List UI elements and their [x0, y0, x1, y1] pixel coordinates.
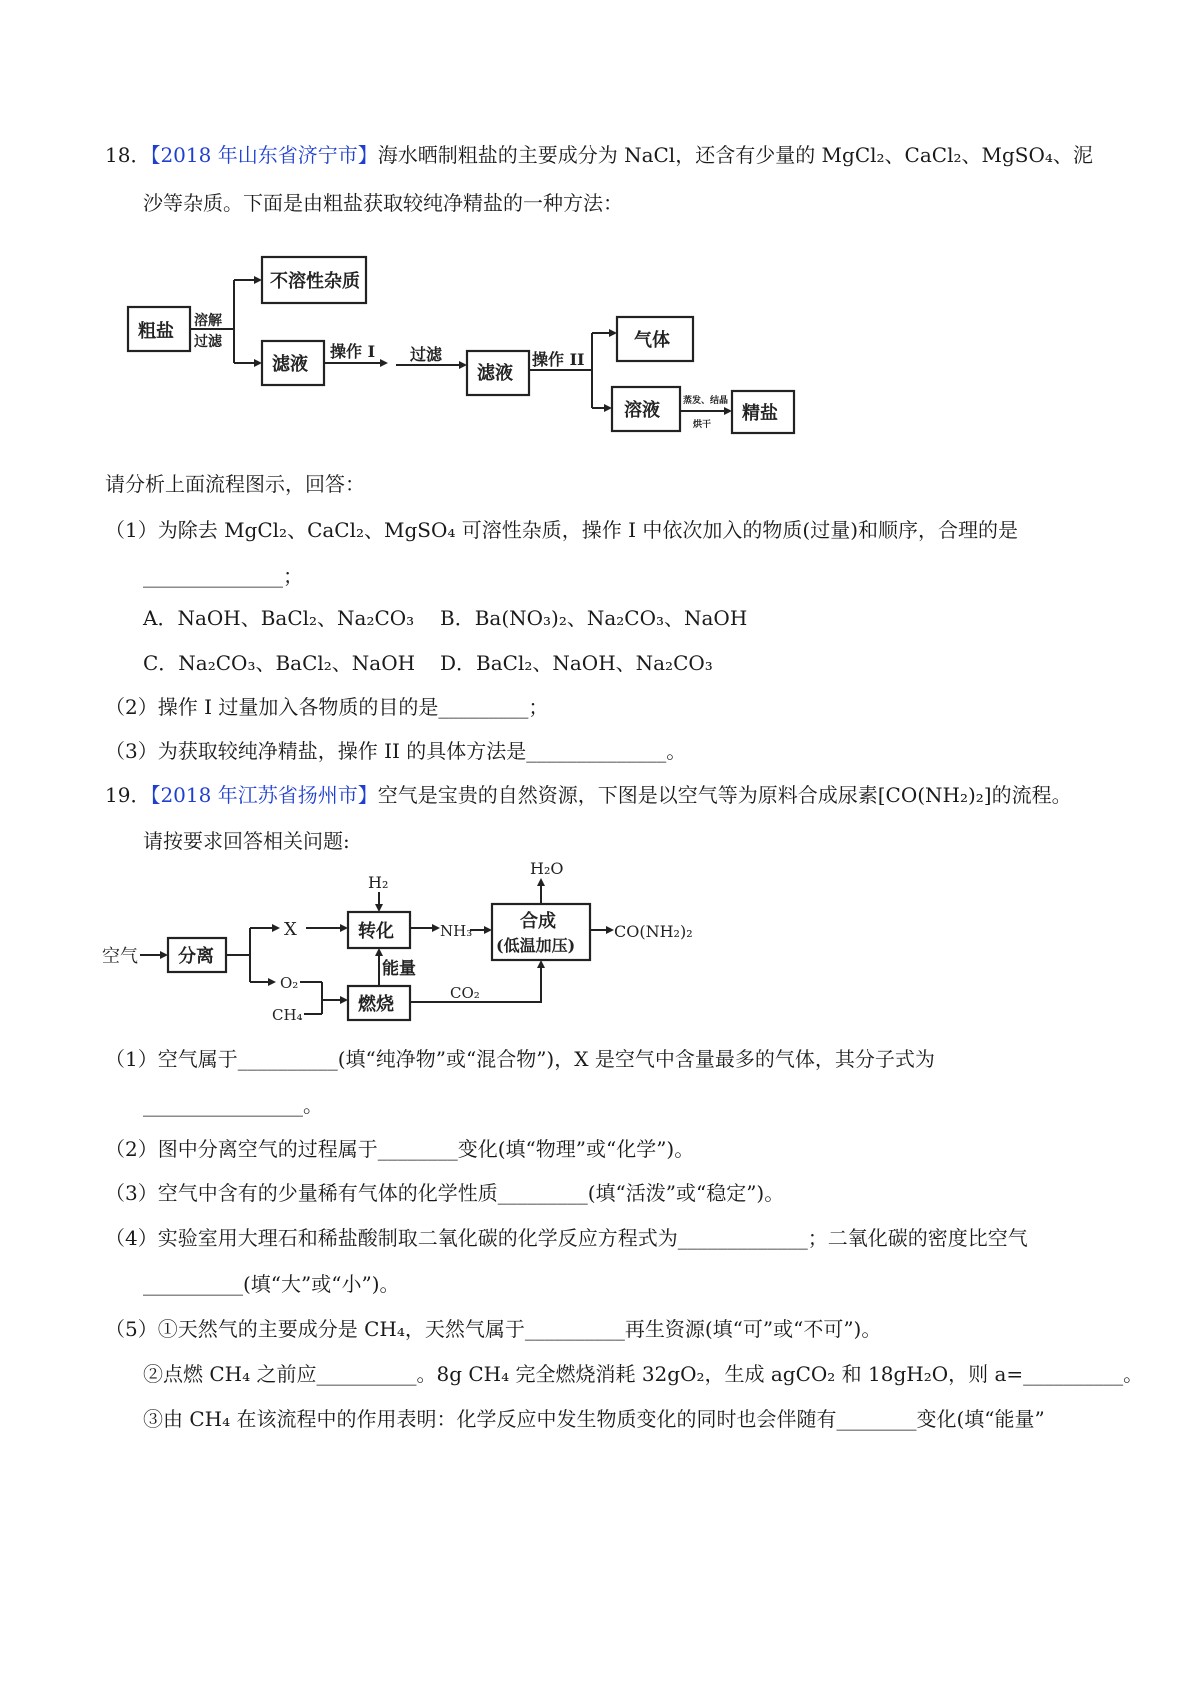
filter1-label: 过滤	[194, 334, 222, 350]
q19-part1-a: （1）空气属于__________(填“纯净物”或“混合物”)，X 是空气中含量最多的气体，其分子式为	[105, 1047, 935, 1071]
q18-stem-2: 沙等杂质。下面是由粗盐获取较纯净精盐的一种方法：	[143, 191, 623, 215]
q18-part1-b: ______________；	[143, 564, 303, 588]
urea-label: CO(NH₂)₂	[614, 922, 693, 941]
gas-label: 气体	[634, 330, 670, 351]
q18-line1	[105, 141, 1093, 169]
q19-source: 【2018 年江苏省扬州市】	[150, 783, 378, 807]
q18-flowchart	[120, 245, 810, 445]
q18-option-a: A．NaOH、BaCl₂、Na₂CO₃	[143, 606, 415, 630]
q19-part5-a: （5）①天然气的主要成分是 CH₄，天然气属于__________再生资源(填“可”或“不可”)。	[105, 1317, 882, 1341]
q19-part3: （3）空气中含有的少量稀有气体的化学性质_________(填“活泼”或“稳定”)。	[105, 1181, 785, 1205]
synth-cond-label: (低温加压)	[496, 936, 576, 955]
q19-part5-b: ②点燃 CH₄ 之前应__________。8g CH₄ 完全燃烧消耗 32gO₂，生成 agCO₂ 和 18gH₂O，则 a=__________。	[143, 1362, 1144, 1386]
dry-label: 烘干	[693, 420, 712, 430]
separate-label: 分离	[178, 946, 214, 967]
q18-part1-a: （1）为除去 MgCl₂、CaCl₂、MgSO₄ 可溶性杂质，操作 I 中依次加入的物质(过量)和顺序，合理的是	[105, 518, 1018, 542]
fine-salt-label: 精盐	[742, 403, 778, 424]
co2-label: CO₂	[450, 984, 480, 1002]
q19-line1	[105, 781, 1072, 809]
h2o-label: H₂O	[530, 860, 564, 878]
filtrate1-label: 滤液	[272, 354, 308, 375]
q19-number: 19．	[105, 783, 151, 807]
op1-label: 操作 I	[330, 342, 376, 361]
q19-flowchart	[100, 860, 720, 1030]
convert-label: 转化	[358, 921, 394, 942]
x-label: X	[284, 919, 297, 940]
q19-stem-2: 请按要求回答相关问题:	[143, 829, 350, 853]
q18-number: 18．	[105, 143, 151, 167]
energy-label: 能量	[382, 959, 416, 979]
q19-part5-c: ③由 CH₄ 在该流程中的作用表明：化学反应中发生物质变化的同时也会伴随有________变化(填“能量”	[143, 1407, 1045, 1431]
ch4-label: CH₄	[272, 1006, 303, 1024]
q19-part4-b: __________(填“大”或“小”)。	[143, 1272, 400, 1296]
air-label: 空气	[102, 946, 138, 967]
solution-label: 溶液	[624, 400, 660, 421]
q18-option-b: B．Ba(NO₃)₂、Na₂CO₃、NaOH	[440, 606, 748, 630]
insoluble-label: 不溶性杂质	[270, 271, 360, 292]
nh3-label: NH₃	[440, 922, 473, 940]
q18-prompt: 请分析上面流程图示，回答：	[105, 472, 365, 496]
q18-stem-1: 海水晒制粗盐的主要成分为 NaCl，还含有少量的 MgCl₂、CaCl₂、MgSO₄、泥	[377, 143, 1093, 167]
dissolve-label: 溶解	[194, 313, 222, 329]
filtrate2-label: 滤液	[477, 363, 513, 384]
crude-salt-label: 粗盐	[138, 321, 174, 342]
q19-part4-a: （4）实验室用大理石和稀盐酸制取二氧化碳的化学反应方程式为_____________；二氧化碳的密度比空气	[105, 1226, 1028, 1250]
op2-label: 操作 II	[532, 350, 585, 369]
evap-label: 蒸发、结晶	[683, 396, 729, 406]
synth-label: 合成	[520, 911, 556, 932]
h2-label: H₂	[368, 873, 389, 892]
q19-part1-b: ________________。	[143, 1093, 323, 1117]
o2-label: O₂	[280, 974, 299, 992]
burn-label: 燃烧	[358, 994, 394, 1015]
q19-part2: （2）图中分离空气的过程属于________变化(填“物理”或“化学”)。	[105, 1137, 695, 1161]
q18-part2: （2）操作 I 过量加入各物质的目的是_________；	[105, 695, 549, 719]
q18-option-d: D．BaCl₂、NaOH、Na₂CO₃	[440, 651, 713, 675]
q18-option-c: C．Na₂CO₃、BaCl₂、NaOH	[143, 651, 416, 675]
q18-part3: （3）为获取较纯净精盐，操作 II 的具体方法是______________。	[105, 739, 687, 763]
filter2-label: 过滤	[410, 345, 443, 364]
q19-stem-1: 空气是宝贵的自然资源，下图是以空气等为原料合成尿素[CO(NH₂)₂]的流程。	[377, 783, 1072, 807]
q18-source: 【2018 年山东省济宁市】	[150, 143, 378, 167]
